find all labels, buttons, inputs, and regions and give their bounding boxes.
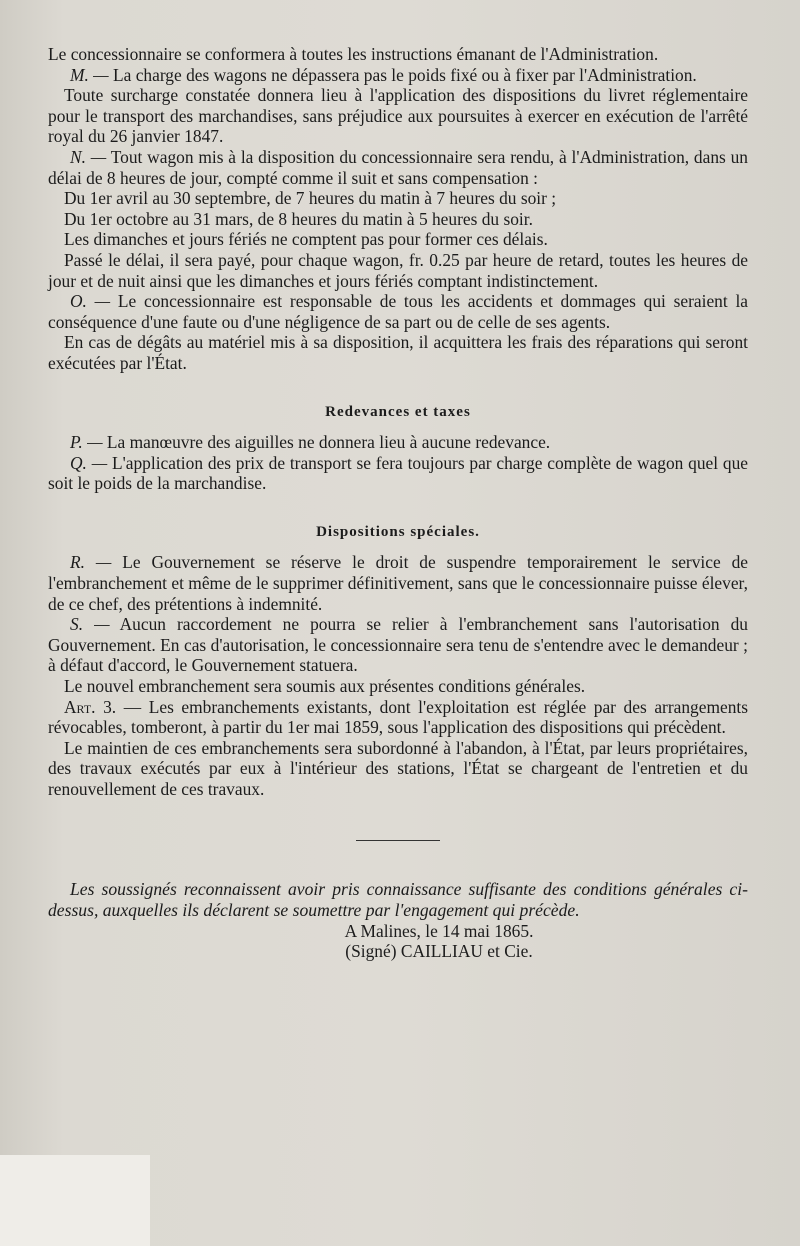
paragraph: Passé le délai, il sera payé, pour chaque wagon, fr. 0.25 par heure de retard, toutes les heures de jour et de nuit ainsi que les dimanches et jours fériés comptant indistinctement. [48,249,748,291]
paragraph-o: O. — Le concessionnaire est responsable de tous les accidents et dommages qui seraient la conséquence d'une faute ou d'une négligence de sa part ou de celle de ses agents. [48,291,749,332]
paragraph: Le nouvel embranchement sera soumis aux présentes conditions générales. [64,676,586,697]
signature: (Signé) CAILLIAU et Cie. [345,941,533,962]
paragraph-p: P. — La manœuvre des aiguilles ne donnera lieu à aucune redevance. [70,432,551,453]
document-body [48,44,748,962]
paragraph: En cas de dégâts au matériel mis à sa disposition, il acquittera les frais des réparations qui seront exécutées par l'État. [48,332,748,373]
place-date: A Malines, le 14 mai 1865. [344,920,534,941]
paragraph-art-3: Art. 3. — Les embranchements existants, dont l'exploitation est réglée par des arrangements révocables, tomberont, à partir du 1er mai 1859, sous l'application des dispositions qui précèdent. [48,696,748,738]
paragraph-m: M. — La charge des wagons ne dépassera pas le poids fixé ou à fixer par l'Administration. [70,64,697,85]
separator-rule [356,840,440,841]
paragraph: Le maintien de ces embranchements sera subordonné à l'abandon, à l'État, par leurs propriétaires, des travaux exécutés par eux à l'intérieur des stations, l'État se chargeant de l'entretien et du renouvellement de ces travaux. [48,737,748,799]
acknowledgement-statement: Les soussignés reconnaissent avoir pris connaissance suffisante des conditions générales ci-dessus, auxquelles ils déclarent se soumettre par l'engagement qui précède. [48,878,748,920]
paragraph-n: N. — Tout wagon mis à la disposition du concessionnaire sera rendu, à l'Administration, dans un délai de 8 heures de jour, compté comme il suit et sans compensation : [48,146,748,188]
paragraph-q: Q. — L'application des prix de transport se fera toujours par charge complète de wagon quel que soit le poids de la marchandise. [48,452,749,494]
paragraph: Du 1er octobre au 31 mars, de 8 heures du matin à 5 heures du soir. [64,208,533,229]
redevances-block [48,432,748,494]
section-title-redevances: Redevances et taxes [325,403,471,420]
paragraph: Les dimanches et jours fériés ne comptent pas pour former ces délais. [64,229,548,250]
paper-patch [0,1155,150,1246]
paragraph: Toute surcharge constatée donnera lieu à l'application des dispositions du livret réglementaire pour le transport des marchandises, sans préjudice aux poursuites à exercer en exécution de l'arrêté royal du 26 janvier 1847. [48,85,748,147]
section-title-dispositions: Dispositions spéciales. [316,523,480,540]
paragraph: Le concessionnaire se conformera à toutes les instructions émanant de l'Administration. [48,44,659,64]
dispositions-block [48,552,748,799]
conditions-block [48,44,748,374]
paragraph-r: R. — Le Gouvernement se réserve le droit de suspendre temporairement le service de l'embranchement et même de le supprimer définitivement, sans que le concessionnaire puisse élever, de ce chef, des prétentions à indemnité. [48,552,748,614]
paragraph-s: S. — Aucun raccordement ne pourra se relier à l'embranchement sans l'autorisation du Gouvernement. En cas d'autorisation, le concessionnaire sera tenu de s'entendre avec le demandeur ; à défaut d'accord, le Gouvernement statuera. [48,614,749,676]
paragraph: Du 1er avril au 30 septembre, de 7 heures du matin à 7 heures du soir ; [64,188,557,209]
